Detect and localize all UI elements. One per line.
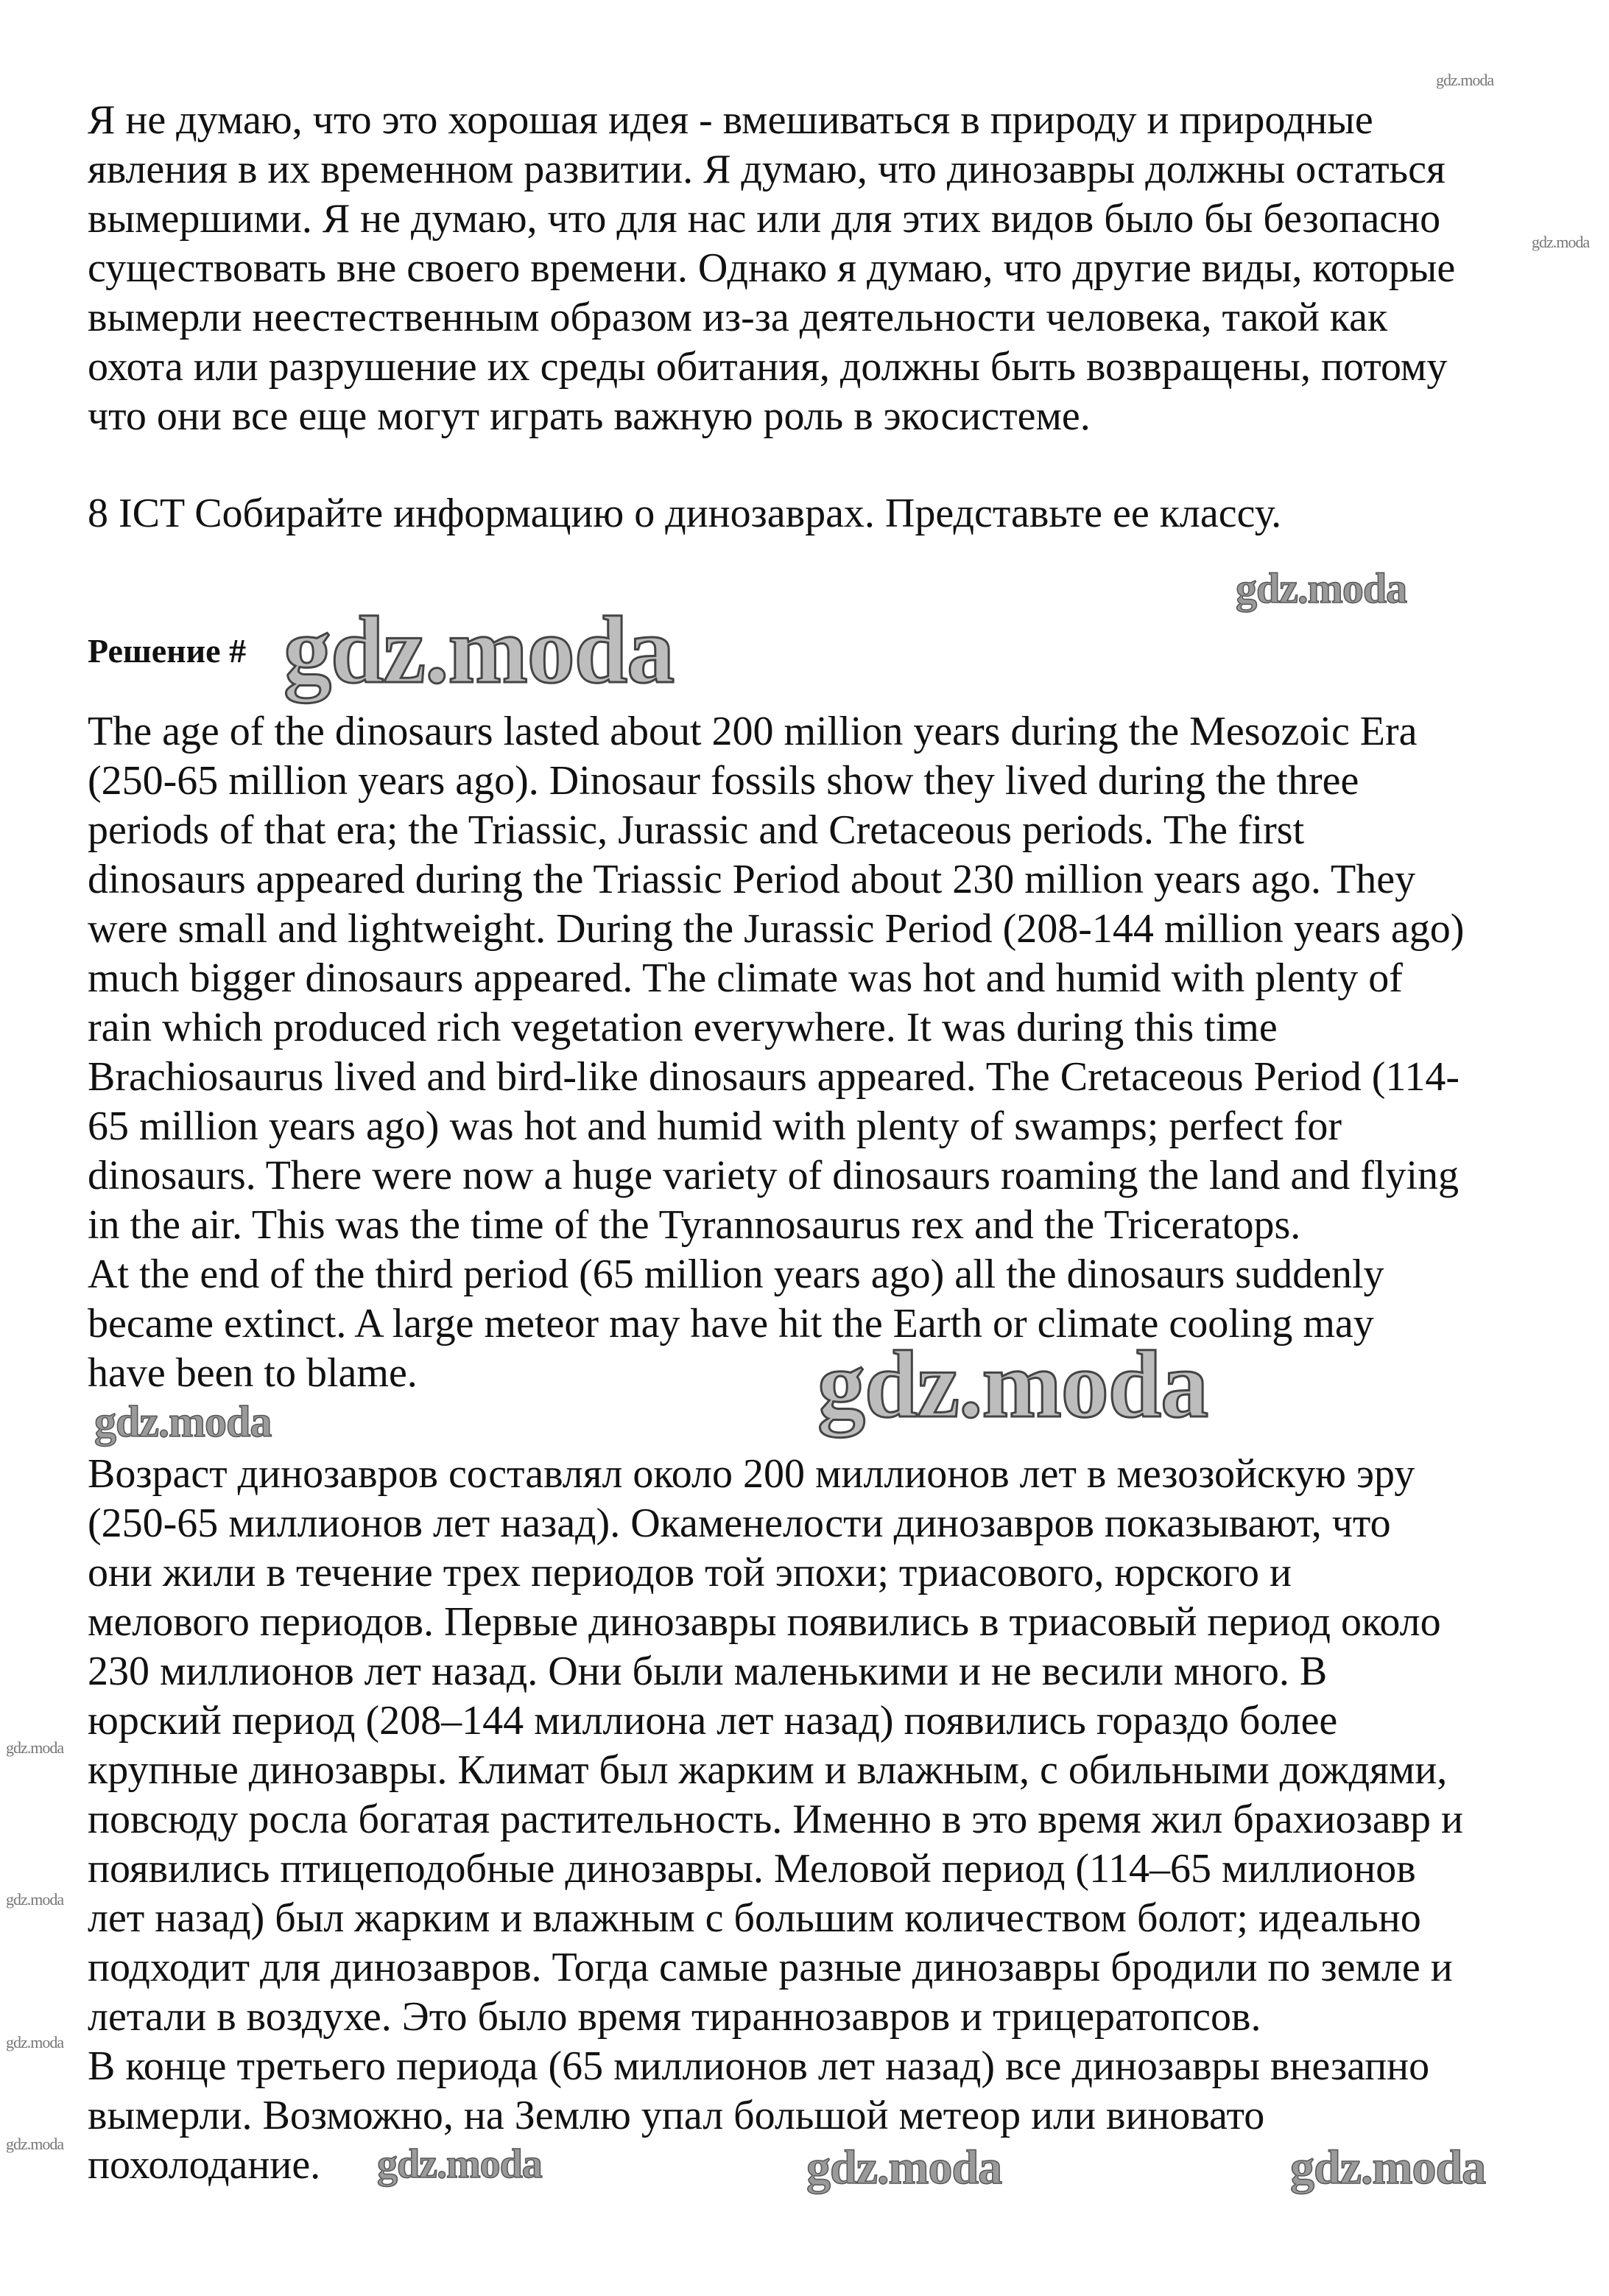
text-line: явления в их временном развитии. Я думаю, что динозавры должны остаться bbox=[88, 147, 1446, 192]
watermark: gdz.moda bbox=[6, 1890, 64, 1909]
text-line: лет назад) был жарким и влажным с большим количеством болот; идеально bbox=[88, 1895, 1421, 1941]
text-line: At the end of the third period (65 million years ago) all the dinosaurs suddenly bbox=[88, 1251, 1384, 1297]
watermark: gdz.moda bbox=[6, 1738, 64, 1757]
text-line: much bigger dinosaurs appeared. The climate was hot and humid with plenty of bbox=[88, 955, 1403, 1001]
watermark: gdz.moda bbox=[377, 2141, 542, 2187]
russian-paragraph bbox=[88, 1450, 1463, 2194]
text-line: Возраст динозавров составлял около 200 миллионов лет в мезозойскую эру bbox=[88, 1451, 1415, 1497]
text-line: in the air. This was the time of the Tyrannosaurus rex and the Triceratops. bbox=[88, 1202, 1301, 1248]
text-line: вымерли неестественным образом из-за деятельности человека, такой как bbox=[88, 295, 1388, 340]
text-line: летали в воздухе. Это было время тираннозавров и трицератопсов. bbox=[88, 1994, 1261, 2040]
watermark: gdz.moda bbox=[1236, 564, 1407, 612]
text-line: have been to blame. bbox=[88, 1350, 418, 1396]
text-line: В конце третьего периода (65 миллионов лет назад) все динозавры внезапно bbox=[88, 2043, 1430, 2089]
text-line: rain which produced rich vegetation everywhere. It was during this time bbox=[88, 1005, 1278, 1050]
task-heading: 8 ICT Собирайте информацию о динозаврах. Представьте ее классу. bbox=[88, 491, 1282, 536]
text-line: крупные динозавры. Климат был жарким и влажным, с обильными дождями, bbox=[88, 1747, 1448, 1793]
watermark: gdz.moda bbox=[817, 1332, 1208, 1438]
watermark: gdz.moda bbox=[6, 2135, 64, 2153]
solution-label: Решение # bbox=[88, 632, 247, 670]
watermark: gdz.moda bbox=[284, 597, 675, 703]
watermark: gdz.moda bbox=[94, 1397, 272, 1446]
text-line: повсюду росла богатая растительность. Именно в это время жил брахиозавр и bbox=[88, 1797, 1463, 1842]
english-paragraph bbox=[88, 707, 1464, 1398]
text-line: вымерли. Возможно, на Землю упал большой метеор или виновато bbox=[88, 2093, 1265, 2138]
text-line: 65 million years ago) was hot and humid with plenty of swamps; perfect for bbox=[88, 1103, 1342, 1149]
text-line: юрский период (208–144 миллиона лет назад) появились гораздо более bbox=[88, 1698, 1338, 1744]
text-line: они жили в течение трех периодов той эпохи; триасового, юрского и bbox=[88, 1550, 1292, 1595]
text-line: dinosaurs appeared during the Triassic Period about 230 million years ago. They bbox=[88, 857, 1416, 902]
text-line: мелового периодов. Первые динозавры появились в триасовый период около bbox=[88, 1599, 1441, 1645]
watermark: gdz.moda bbox=[1532, 233, 1590, 251]
text-line: существовать вне своего времени. Однако я думаю, что другие виды, которые bbox=[88, 245, 1456, 291]
text-line: (250-65 миллионов лет назад). Окаменелости динозавров показывают, что bbox=[88, 1500, 1391, 1546]
text-line: (250-65 million years ago). Dinosaur fossils show they lived during the three bbox=[88, 758, 1359, 804]
opinion-paragraph bbox=[88, 96, 1455, 441]
text-line: dinosaurs. There were now a huge variety of dinosaurs roaming the land and flying bbox=[88, 1153, 1459, 1198]
text-line: Brachiosaurus lived and bird-like dinosaurs appeared. The Cretaceous Period (114- bbox=[88, 1054, 1460, 1100]
text-line: похолодание. bbox=[88, 2142, 321, 2188]
text-line: periods of that era; the Triassic, Jurassic and Cretaceous periods. The first bbox=[88, 807, 1305, 853]
watermark: gdz.moda bbox=[1436, 71, 1494, 89]
watermark: gdz.moda bbox=[1290, 2141, 1486, 2194]
text-line: 230 миллионов лет назад. Они были маленькими и не весили много. В bbox=[88, 1649, 1328, 1694]
text-line: Я не думаю, что это хорошая идея - вмешиваться в природу и природные bbox=[88, 97, 1373, 143]
text-line: The age of the dinosaurs lasted about 200 million years during the Mesozoic Era bbox=[88, 709, 1418, 754]
text-line: появились птицеподобные динозавры. Меловой период (114–65 миллионов bbox=[88, 1846, 1416, 1892]
text-line: что они все еще могут играть важную роль в экосистеме. bbox=[88, 393, 1091, 439]
watermark: gdz.moda bbox=[6, 2033, 64, 2051]
watermark: gdz.moda bbox=[806, 2141, 1002, 2194]
text-line: were small and lightweight. During the Jurassic Period (208-144 million years ago) bbox=[88, 906, 1465, 952]
text-line: became extinct. A large meteor may have hit the Earth or climate cooling may bbox=[88, 1301, 1374, 1347]
text-line: охота или разрушение их среды обитания, должны быть возвращены, потому bbox=[88, 344, 1448, 390]
text-line: подходит для динозавров. Тогда самые разные динозавры бродили по земле и bbox=[88, 1945, 1453, 1990]
text-line: вымершими. Я не думаю, что для нас или для этих видов было бы безопасно bbox=[88, 196, 1441, 242]
